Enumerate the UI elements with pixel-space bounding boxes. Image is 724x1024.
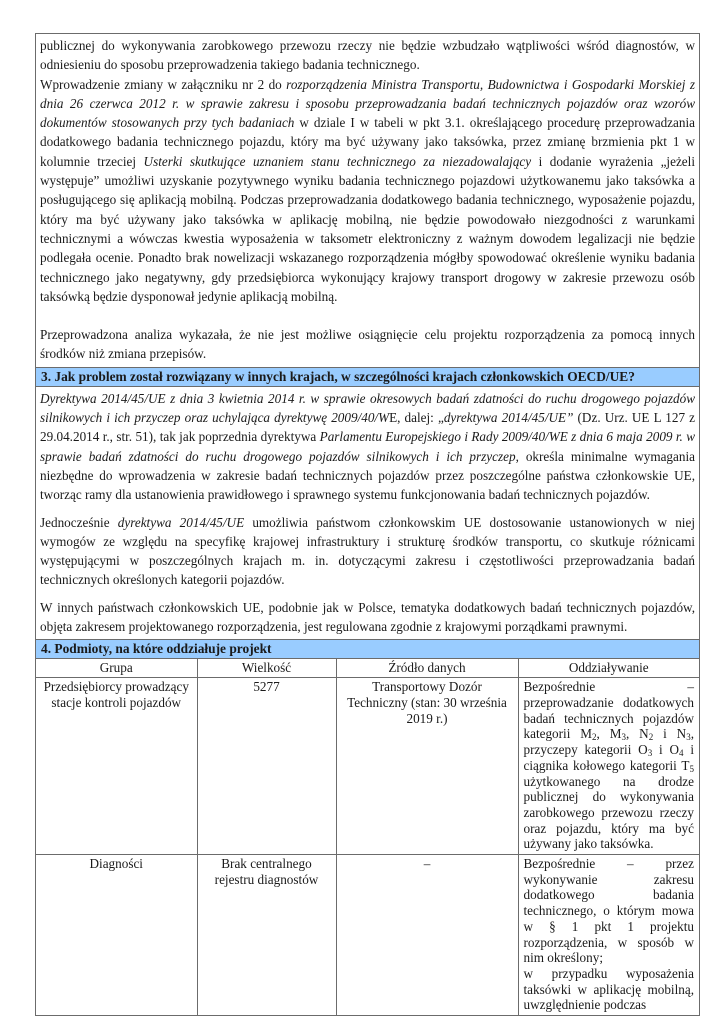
directive-short-name: dyrektywa 2014/45/UE” [443, 410, 574, 426]
text: , N [625, 726, 649, 742]
directive-title: Dyrektywa 2014/45/UE z dnia 3 kwietnia 2014 r. w sprawie okresowych badań zdatności do ruchu drogowego pojazdów silnikowych i ich przyczep oraz uchylająca dyrektywę 2009/40/W [40, 390, 695, 426]
paragraph: publicznej do wykonywania zarobkowego przewozu rzeczy nie będzie wzbudzało wątpliwości wśród diagnostów, w odniesieniu do sposobu przeprowadzenia takiego badania technicznego. [40, 38, 695, 73]
cell-size: Brak centralnego rejestru diagnostów [197, 855, 336, 1016]
regulatory-impact-assessment-page [35, 33, 700, 1016]
text: w przypadku wyposażenia taksówki w aplikację mobilną, uwzględnienie podczas [523, 965, 694, 1013]
column-header-effect: Oddziaływanie [518, 659, 699, 678]
paragraph [40, 389, 695, 505]
column-header-group: Grupa [36, 659, 197, 678]
subscript: 2 [592, 732, 597, 743]
subscript: 3 [621, 732, 626, 743]
subscript: 5 [689, 763, 694, 774]
table-row [36, 678, 699, 855]
cell-effect [518, 855, 699, 1016]
text: E, dalej: „ [389, 410, 444, 426]
cell-source: – [336, 855, 518, 1016]
subscript: 3 [647, 748, 653, 759]
subscript: 4 [679, 748, 684, 759]
text: , określa minimalne wymagania niezbędne do wprowadzenia w zakresie badań technicznych pojazdów przez poszczególne państwa członkowskie UE, tworząc ramy dla ustanowienia prawidłowego i sprawnego systemu funkcjonowania badań technicznych pojazdów. [40, 448, 695, 503]
section-3-header: 3. Jak problem został rozwiązany w innych krajach, w szczególności krajach członkowskich OECD/UE? [36, 367, 699, 387]
column-title: Usterki skutkujące uznaniem stanu technicznego za niezadowalający [143, 153, 532, 169]
paragraph: Przeprowadzona analiza wykazała, że nie jest możliwe osiągnięcie celu projektu rozporządzenia za pomocą innych środków niż zmiana przepisów. [40, 327, 695, 362]
text: i ciągnika kołowego kategorii T [523, 742, 694, 773]
text: Bezpośrednie – przez wykonywanie zakresu dodatkowego badania technicznego, o którym mowa w § 1 pkt 1 projektu rozporządzenia, w sposób w nim określony; [523, 856, 694, 966]
directive-title: Parlamentu Europejskiego i Rady 2009/40/WE z dnia 6 maja 2009 r. w sprawie badań zdatności do ruchu drogowego pojazdów silnikowych i ich przyczep [40, 429, 696, 464]
column-header-source: Źródło danych [336, 659, 518, 678]
regulation-title: rozporządzenia Ministra Transportu, Budownictwa i Gospodarki Morskiej z dnia 26 czerwca 2012 r. w sprawie zakresu i sposobu przeprowadzania badań technicznych pojazdów oraz wzorów dokumentów stosowanych przy tych badaniach [40, 76, 695, 131]
cell-group: Przedsiębiorcy prowadzący stacje kontroli pojazdów [36, 678, 197, 855]
subscript: 2 [648, 732, 654, 743]
text: i O [652, 742, 680, 758]
text: Bezpośrednie – przeprowadzanie dodatkowych badań technicznych pojazdów kategorii M [523, 679, 694, 742]
section-2-continuation [36, 34, 699, 367]
directive-short-name: dyrektywa 2014/45/UE [117, 514, 245, 530]
text: i dodanie wyrażenia „jeżeli występuje” umożliwi uzyskanie pozytywnego wyniku badania technicznego pojazdowi użytkowanemu jako taksówka a posługującego się aplikacją mobilną. Podczas przeprowadzania dodatkowego badania technicznego, wyposażenie pojazdu, który ma być używany jako taksówka w aplikację mobilną, nie będzie powodowało niezgodności z warunkami technicznymi a wówczas kwestia wyposażenia w taksometr elektroniczny z ważnym dowodem legalizacji nie będzie podlegała ocenie. Ponadto brak nowelizacji wskazanego rozporządzenia mógłby spowodować określenie wyniku badania technicznego jako negatywny, gdy przedsiębiorca wykonujący krajowy transport drogowy w zakresie przewozu osób taksówką będzie dysponował jedynie aplikacją mobilną. [40, 153, 695, 304]
subscript: 3 [686, 732, 691, 743]
text: , M [596, 726, 622, 742]
affected-entities-table [36, 659, 699, 1015]
section-4-header: 4. Podmioty, na które oddziałuje projekt [36, 639, 699, 659]
text: w dziale I w tabeli w pkt 3.1. określającego procedurę przeprowadzania dodatkowego badania technicznego pojazdu, który ma być używany jako taksówka, przez zmianę brzmienia pkt 1 w kolumnie trzeciej [40, 115, 695, 169]
section-3-body [36, 387, 699, 640]
paragraph [40, 75, 695, 307]
paragraph [40, 513, 695, 590]
text: Wprowadzenie zmiany w załączniku nr 2 do [40, 76, 287, 92]
paragraph: W innych państwach członkowskich UE, podobnie jak w Polsce, tematyka dodatkowych badań technicznych pojazdów, objęta zakresem projektowanego rozporządzenia, jest regulowana zgodnie z krajowymi porządkami prawnymi. [40, 599, 695, 635]
cell-source: Transportowy Dozór Techniczny (stan: 30 września 2019 r.) [336, 678, 518, 855]
text: użytkowanego na drodze publicznej do wykonywania zarobkowego przewozu rzeczy oraz pojazdu, który ma być używany jako taksówka. [523, 773, 694, 852]
text: , przyczepy kategorii O [523, 726, 694, 758]
text: umożliwia państwom członkowskim UE dostosowanie ustanowionych w niej wymogów ze względu na specyfikę krajowej infrastruktury i strukturę środków transportu, co skutkuje różnicami występującymi w poszczególnych krajach m. in. dotyczącymi zakresu i częstotliwości przeprowadzania badań technicznych określonych kategorii pojazdów. [40, 514, 695, 588]
table-header-row [36, 659, 699, 678]
text: i N [653, 726, 687, 742]
cell-size: 5277 [197, 678, 336, 855]
cell-group: Diagności [36, 855, 197, 1016]
table-row [36, 855, 699, 1016]
text: (Dz. Urz. UE L 127 z 29.04.2014 r., str. 51), tak jak poprzednia dyrektywa [40, 410, 695, 445]
text: Jednocześnie [40, 514, 118, 530]
cell-effect [518, 678, 699, 855]
column-header-size: Wielkość [197, 659, 336, 678]
